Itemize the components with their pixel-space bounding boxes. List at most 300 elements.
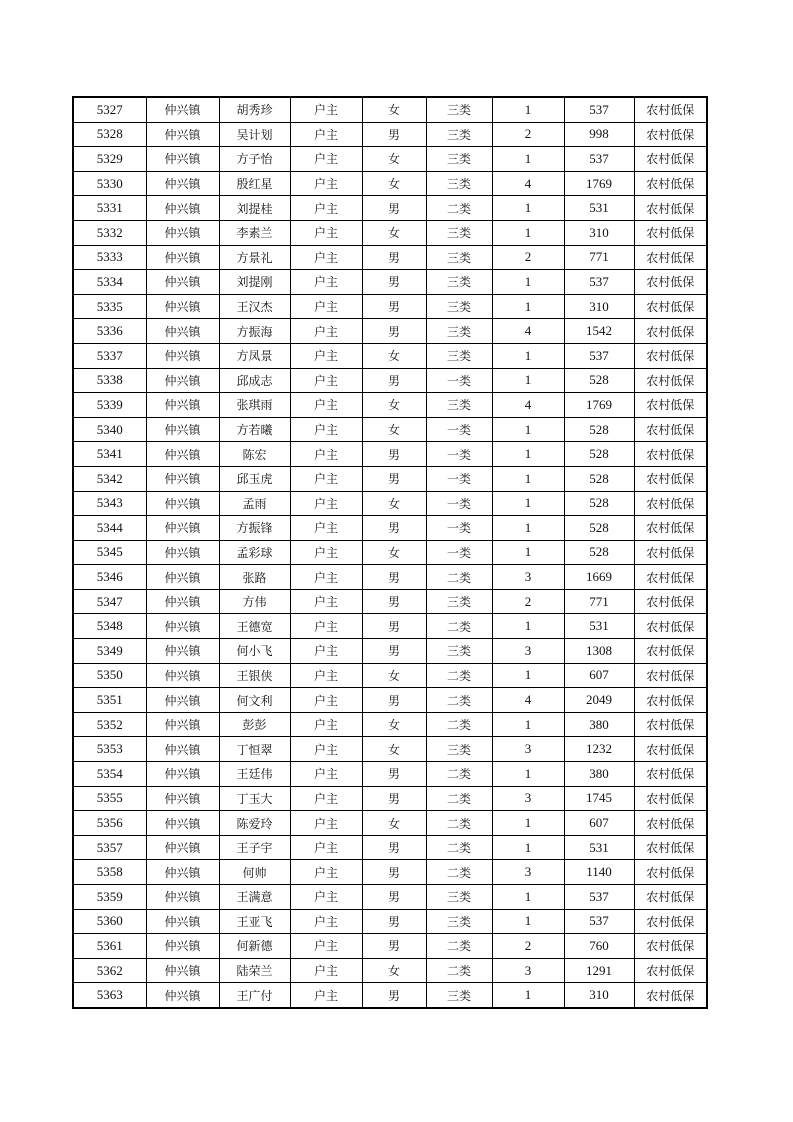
assistance-type-cell: 农村低保 xyxy=(634,860,707,885)
amount-cell: 760 xyxy=(564,934,634,959)
name-cell: 邱成志 xyxy=(219,368,290,393)
gender-cell: 男 xyxy=(362,688,426,713)
gender-cell: 男 xyxy=(362,639,426,664)
record-id-cell: 5355 xyxy=(73,786,146,811)
table-row xyxy=(73,762,707,787)
table-row xyxy=(73,712,707,737)
name-cell: 张路 xyxy=(219,565,290,590)
table-row xyxy=(73,491,707,516)
relation-cell: 户主 xyxy=(290,958,362,983)
amount-cell: 2049 xyxy=(564,688,634,713)
name-cell: 王汉杰 xyxy=(219,294,290,319)
gender-cell: 女 xyxy=(362,811,426,836)
relation-cell: 户主 xyxy=(290,319,362,344)
category-cell: 三类 xyxy=(426,171,492,196)
assistance-type-cell: 农村低保 xyxy=(634,958,707,983)
assistance-type-cell: 农村低保 xyxy=(634,762,707,787)
table-row xyxy=(73,663,707,688)
category-cell: 三类 xyxy=(426,319,492,344)
name-cell: 彭彭 xyxy=(219,712,290,737)
gender-cell: 女 xyxy=(362,958,426,983)
category-cell: 二类 xyxy=(426,663,492,688)
town-cell: 仲兴镇 xyxy=(146,245,219,270)
name-cell: 王银侠 xyxy=(219,663,290,688)
gender-cell: 男 xyxy=(362,835,426,860)
relation-cell: 户主 xyxy=(290,639,362,664)
assistance-type-cell: 农村低保 xyxy=(634,712,707,737)
record-id-cell: 5352 xyxy=(73,712,146,737)
amount-cell: 528 xyxy=(564,516,634,541)
category-cell: 三类 xyxy=(426,245,492,270)
persons-count-cell: 1 xyxy=(492,909,564,934)
name-cell: 邱玉虎 xyxy=(219,466,290,491)
relation-cell: 户主 xyxy=(290,466,362,491)
gender-cell: 男 xyxy=(362,442,426,467)
record-id-cell: 5341 xyxy=(73,442,146,467)
record-id-cell: 5331 xyxy=(73,196,146,221)
persons-count-cell: 1 xyxy=(492,294,564,319)
relation-cell: 户主 xyxy=(290,860,362,885)
category-cell: 一类 xyxy=(426,442,492,467)
table-row xyxy=(73,343,707,368)
name-cell: 王德宽 xyxy=(219,614,290,639)
category-cell: 二类 xyxy=(426,811,492,836)
town-cell: 仲兴镇 xyxy=(146,762,219,787)
amount-cell: 531 xyxy=(564,835,634,860)
assistance-type-cell: 农村低保 xyxy=(634,270,707,295)
gender-cell: 男 xyxy=(362,319,426,344)
amount-cell: 531 xyxy=(564,196,634,221)
town-cell: 仲兴镇 xyxy=(146,97,219,122)
persons-count-cell: 3 xyxy=(492,860,564,885)
gender-cell: 女 xyxy=(362,220,426,245)
table-row xyxy=(73,811,707,836)
table-row xyxy=(73,442,707,467)
name-cell: 胡秀珍 xyxy=(219,97,290,122)
relation-cell: 户主 xyxy=(290,220,362,245)
persons-count-cell: 1 xyxy=(492,491,564,516)
persons-count-cell: 3 xyxy=(492,565,564,590)
persons-count-cell: 1 xyxy=(492,885,564,910)
assistance-type-cell: 农村低保 xyxy=(634,491,707,516)
amount-cell: 537 xyxy=(564,343,634,368)
town-cell: 仲兴镇 xyxy=(146,368,219,393)
persons-count-cell: 1 xyxy=(492,663,564,688)
amount-cell: 380 xyxy=(564,762,634,787)
table-row xyxy=(73,319,707,344)
category-cell: 二类 xyxy=(426,614,492,639)
amount-cell: 537 xyxy=(564,147,634,172)
relation-cell: 户主 xyxy=(290,270,362,295)
name-cell: 方振海 xyxy=(219,319,290,344)
record-id-cell: 5342 xyxy=(73,466,146,491)
name-cell: 方子怡 xyxy=(219,147,290,172)
assistance-type-cell: 农村低保 xyxy=(634,319,707,344)
town-cell: 仲兴镇 xyxy=(146,270,219,295)
record-id-cell: 5363 xyxy=(73,983,146,1008)
table-row xyxy=(73,934,707,959)
amount-cell: 310 xyxy=(564,294,634,319)
assistance-type-cell: 农村低保 xyxy=(634,835,707,860)
assistance-type-cell: 农村低保 xyxy=(634,97,707,122)
record-id-cell: 5348 xyxy=(73,614,146,639)
town-cell: 仲兴镇 xyxy=(146,589,219,614)
table-row xyxy=(73,786,707,811)
town-cell: 仲兴镇 xyxy=(146,466,219,491)
relation-cell: 户主 xyxy=(290,540,362,565)
category-cell: 三类 xyxy=(426,909,492,934)
town-cell: 仲兴镇 xyxy=(146,442,219,467)
name-cell: 陆荣兰 xyxy=(219,958,290,983)
category-cell: 三类 xyxy=(426,983,492,1008)
table-row xyxy=(73,122,707,147)
category-cell: 二类 xyxy=(426,786,492,811)
assistance-type-cell: 农村低保 xyxy=(634,393,707,418)
gender-cell: 女 xyxy=(362,147,426,172)
relation-cell: 户主 xyxy=(290,688,362,713)
table-row xyxy=(73,958,707,983)
record-id-cell: 5347 xyxy=(73,589,146,614)
assistance-type-cell: 农村低保 xyxy=(634,639,707,664)
table-row xyxy=(73,245,707,270)
assistance-type-cell: 农村低保 xyxy=(634,885,707,910)
relation-cell: 户主 xyxy=(290,122,362,147)
town-cell: 仲兴镇 xyxy=(146,319,219,344)
persons-count-cell: 1 xyxy=(492,196,564,221)
persons-count-cell: 2 xyxy=(492,245,564,270)
assistance-type-cell: 农村低保 xyxy=(634,909,707,934)
name-cell: 刘提桂 xyxy=(219,196,290,221)
assistance-type-cell: 农村低保 xyxy=(634,466,707,491)
name-cell: 方伟 xyxy=(219,589,290,614)
assistance-type-cell: 农村低保 xyxy=(634,688,707,713)
assistance-type-cell: 农村低保 xyxy=(634,220,707,245)
persons-count-cell: 1 xyxy=(492,983,564,1008)
assistance-type-cell: 农村低保 xyxy=(634,368,707,393)
town-cell: 仲兴镇 xyxy=(146,540,219,565)
name-cell: 王满意 xyxy=(219,885,290,910)
record-id-cell: 5349 xyxy=(73,639,146,664)
gender-cell: 男 xyxy=(362,614,426,639)
amount-cell: 1669 xyxy=(564,565,634,590)
amount-cell: 528 xyxy=(564,368,634,393)
persons-count-cell: 1 xyxy=(492,97,564,122)
gender-cell: 男 xyxy=(362,565,426,590)
table-row xyxy=(73,368,707,393)
category-cell: 三类 xyxy=(426,270,492,295)
relation-cell: 户主 xyxy=(290,171,362,196)
amount-cell: 380 xyxy=(564,712,634,737)
amount-cell: 771 xyxy=(564,589,634,614)
town-cell: 仲兴镇 xyxy=(146,196,219,221)
table-row xyxy=(73,294,707,319)
town-cell: 仲兴镇 xyxy=(146,122,219,147)
category-cell: 三类 xyxy=(426,97,492,122)
gender-cell: 女 xyxy=(362,540,426,565)
record-id-cell: 5327 xyxy=(73,97,146,122)
record-id-cell: 5330 xyxy=(73,171,146,196)
town-cell: 仲兴镇 xyxy=(146,811,219,836)
name-cell: 方若曦 xyxy=(219,417,290,442)
amount-cell: 1140 xyxy=(564,860,634,885)
gender-cell: 男 xyxy=(362,270,426,295)
gender-cell: 男 xyxy=(362,860,426,885)
assistance-type-cell: 农村低保 xyxy=(634,614,707,639)
town-cell: 仲兴镇 xyxy=(146,639,219,664)
town-cell: 仲兴镇 xyxy=(146,835,219,860)
persons-count-cell: 1 xyxy=(492,712,564,737)
persons-count-cell: 1 xyxy=(492,417,564,442)
town-cell: 仲兴镇 xyxy=(146,294,219,319)
category-cell: 三类 xyxy=(426,885,492,910)
town-cell: 仲兴镇 xyxy=(146,343,219,368)
category-cell: 一类 xyxy=(426,516,492,541)
amount-cell: 771 xyxy=(564,245,634,270)
table-row xyxy=(73,393,707,418)
relation-cell: 户主 xyxy=(290,97,362,122)
relation-cell: 户主 xyxy=(290,294,362,319)
name-cell: 方景礼 xyxy=(219,245,290,270)
persons-count-cell: 1 xyxy=(492,540,564,565)
town-cell: 仲兴镇 xyxy=(146,220,219,245)
assistance-type-cell: 农村低保 xyxy=(634,786,707,811)
gender-cell: 男 xyxy=(362,368,426,393)
table-row xyxy=(73,983,707,1008)
relation-cell: 户主 xyxy=(290,147,362,172)
gender-cell: 男 xyxy=(362,983,426,1008)
amount-cell: 310 xyxy=(564,220,634,245)
amount-cell: 607 xyxy=(564,663,634,688)
category-cell: 二类 xyxy=(426,934,492,959)
record-id-cell: 5356 xyxy=(73,811,146,836)
record-id-cell: 5353 xyxy=(73,737,146,762)
assistance-type-cell: 农村低保 xyxy=(634,147,707,172)
category-cell: 三类 xyxy=(426,589,492,614)
gender-cell: 男 xyxy=(362,786,426,811)
name-cell: 丁玉大 xyxy=(219,786,290,811)
persons-count-cell: 1 xyxy=(492,466,564,491)
relation-cell: 户主 xyxy=(290,983,362,1008)
category-cell: 二类 xyxy=(426,835,492,860)
relation-cell: 户主 xyxy=(290,786,362,811)
gender-cell: 男 xyxy=(362,196,426,221)
table-row xyxy=(73,614,707,639)
table-body xyxy=(73,97,707,1008)
assistance-type-cell: 农村低保 xyxy=(634,934,707,959)
category-cell: 二类 xyxy=(426,860,492,885)
town-cell: 仲兴镇 xyxy=(146,737,219,762)
table-row xyxy=(73,147,707,172)
name-cell: 刘提刚 xyxy=(219,270,290,295)
assistance-type-cell: 农村低保 xyxy=(634,663,707,688)
table-row xyxy=(73,196,707,221)
name-cell: 殷红星 xyxy=(219,171,290,196)
relation-cell: 户主 xyxy=(290,762,362,787)
relation-cell: 户主 xyxy=(290,885,362,910)
relation-cell: 户主 xyxy=(290,835,362,860)
category-cell: 一类 xyxy=(426,417,492,442)
relation-cell: 户主 xyxy=(290,245,362,270)
table-row xyxy=(73,737,707,762)
name-cell: 陈宏 xyxy=(219,442,290,467)
name-cell: 王廷伟 xyxy=(219,762,290,787)
table-row xyxy=(73,466,707,491)
persons-count-cell: 1 xyxy=(492,835,564,860)
gender-cell: 男 xyxy=(362,294,426,319)
assistance-type-cell: 农村低保 xyxy=(634,343,707,368)
table-row xyxy=(73,516,707,541)
category-cell: 二类 xyxy=(426,762,492,787)
town-cell: 仲兴镇 xyxy=(146,688,219,713)
assistance-type-cell: 农村低保 xyxy=(634,811,707,836)
town-cell: 仲兴镇 xyxy=(146,516,219,541)
assistance-type-cell: 农村低保 xyxy=(634,516,707,541)
amount-cell: 528 xyxy=(564,442,634,467)
category-cell: 二类 xyxy=(426,565,492,590)
record-id-cell: 5361 xyxy=(73,934,146,959)
category-cell: 二类 xyxy=(426,196,492,221)
gender-cell: 男 xyxy=(362,589,426,614)
record-id-cell: 5328 xyxy=(73,122,146,147)
persons-count-cell: 1 xyxy=(492,147,564,172)
category-cell: 三类 xyxy=(426,220,492,245)
relation-cell: 户主 xyxy=(290,343,362,368)
table-row xyxy=(73,97,707,122)
relation-cell: 户主 xyxy=(290,491,362,516)
table-row xyxy=(73,417,707,442)
persons-count-cell: 1 xyxy=(492,614,564,639)
persons-count-cell: 4 xyxy=(492,688,564,713)
town-cell: 仲兴镇 xyxy=(146,147,219,172)
category-cell: 三类 xyxy=(426,737,492,762)
name-cell: 何新德 xyxy=(219,934,290,959)
relation-cell: 户主 xyxy=(290,934,362,959)
relation-cell: 户主 xyxy=(290,614,362,639)
town-cell: 仲兴镇 xyxy=(146,393,219,418)
gender-cell: 男 xyxy=(362,122,426,147)
table-row xyxy=(73,171,707,196)
amount-cell: 1291 xyxy=(564,958,634,983)
amount-cell: 1542 xyxy=(564,319,634,344)
assistance-type-cell: 农村低保 xyxy=(634,294,707,319)
gender-cell: 女 xyxy=(362,491,426,516)
amount-cell: 1769 xyxy=(564,171,634,196)
amount-cell: 531 xyxy=(564,614,634,639)
table-row xyxy=(73,220,707,245)
record-id-cell: 5338 xyxy=(73,368,146,393)
town-cell: 仲兴镇 xyxy=(146,663,219,688)
gender-cell: 女 xyxy=(362,171,426,196)
record-id-cell: 5333 xyxy=(73,245,146,270)
category-cell: 一类 xyxy=(426,368,492,393)
assistance-type-cell: 农村低保 xyxy=(634,122,707,147)
record-id-cell: 5329 xyxy=(73,147,146,172)
table-row xyxy=(73,688,707,713)
relation-cell: 户主 xyxy=(290,516,362,541)
record-id-cell: 5340 xyxy=(73,417,146,442)
relation-cell: 户主 xyxy=(290,417,362,442)
persons-count-cell: 3 xyxy=(492,958,564,983)
town-cell: 仲兴镇 xyxy=(146,958,219,983)
assistance-type-cell: 农村低保 xyxy=(634,589,707,614)
town-cell: 仲兴镇 xyxy=(146,712,219,737)
record-id-cell: 5346 xyxy=(73,565,146,590)
amount-cell: 310 xyxy=(564,983,634,1008)
name-cell: 何小飞 xyxy=(219,639,290,664)
record-id-cell: 5358 xyxy=(73,860,146,885)
persons-count-cell: 1 xyxy=(492,442,564,467)
category-cell: 二类 xyxy=(426,688,492,713)
record-id-cell: 5345 xyxy=(73,540,146,565)
assistance-type-cell: 农村低保 xyxy=(634,540,707,565)
amount-cell: 537 xyxy=(564,270,634,295)
persons-count-cell: 1 xyxy=(492,368,564,393)
assistance-type-cell: 农村低保 xyxy=(634,196,707,221)
assistance-type-cell: 农村低保 xyxy=(634,417,707,442)
category-cell: 一类 xyxy=(426,491,492,516)
table-row xyxy=(73,835,707,860)
record-id-cell: 5337 xyxy=(73,343,146,368)
assistance-type-cell: 农村低保 xyxy=(634,171,707,196)
gender-cell: 男 xyxy=(362,245,426,270)
gender-cell: 男 xyxy=(362,466,426,491)
amount-cell: 1232 xyxy=(564,737,634,762)
relation-cell: 户主 xyxy=(290,712,362,737)
assistance-type-cell: 农村低保 xyxy=(634,565,707,590)
amount-cell: 528 xyxy=(564,540,634,565)
gender-cell: 女 xyxy=(362,343,426,368)
town-cell: 仲兴镇 xyxy=(146,565,219,590)
record-id-cell: 5351 xyxy=(73,688,146,713)
amount-cell: 537 xyxy=(564,885,634,910)
gender-cell: 女 xyxy=(362,663,426,688)
persons-count-cell: 2 xyxy=(492,589,564,614)
category-cell: 一类 xyxy=(426,466,492,491)
persons-count-cell: 1 xyxy=(492,516,564,541)
record-id-cell: 5332 xyxy=(73,220,146,245)
relation-cell: 户主 xyxy=(290,393,362,418)
category-cell: 二类 xyxy=(426,712,492,737)
gender-cell: 男 xyxy=(362,909,426,934)
assistance-roster-table xyxy=(72,96,708,1009)
gender-cell: 男 xyxy=(362,934,426,959)
amount-cell: 528 xyxy=(564,417,634,442)
persons-count-cell: 2 xyxy=(492,934,564,959)
persons-count-cell: 3 xyxy=(492,737,564,762)
town-cell: 仲兴镇 xyxy=(146,934,219,959)
relation-cell: 户主 xyxy=(290,196,362,221)
relation-cell: 户主 xyxy=(290,663,362,688)
record-id-cell: 5334 xyxy=(73,270,146,295)
amount-cell: 607 xyxy=(564,811,634,836)
gender-cell: 男 xyxy=(362,516,426,541)
persons-count-cell: 1 xyxy=(492,762,564,787)
table-row xyxy=(73,860,707,885)
amount-cell: 528 xyxy=(564,466,634,491)
name-cell: 李素兰 xyxy=(219,220,290,245)
name-cell: 丁恒翠 xyxy=(219,737,290,762)
table-row xyxy=(73,565,707,590)
record-id-cell: 5343 xyxy=(73,491,146,516)
table-row xyxy=(73,540,707,565)
persons-count-cell: 1 xyxy=(492,811,564,836)
table-row xyxy=(73,885,707,910)
gender-cell: 女 xyxy=(362,97,426,122)
table-row xyxy=(73,589,707,614)
relation-cell: 户主 xyxy=(290,811,362,836)
category-cell: 一类 xyxy=(426,540,492,565)
persons-count-cell: 1 xyxy=(492,220,564,245)
